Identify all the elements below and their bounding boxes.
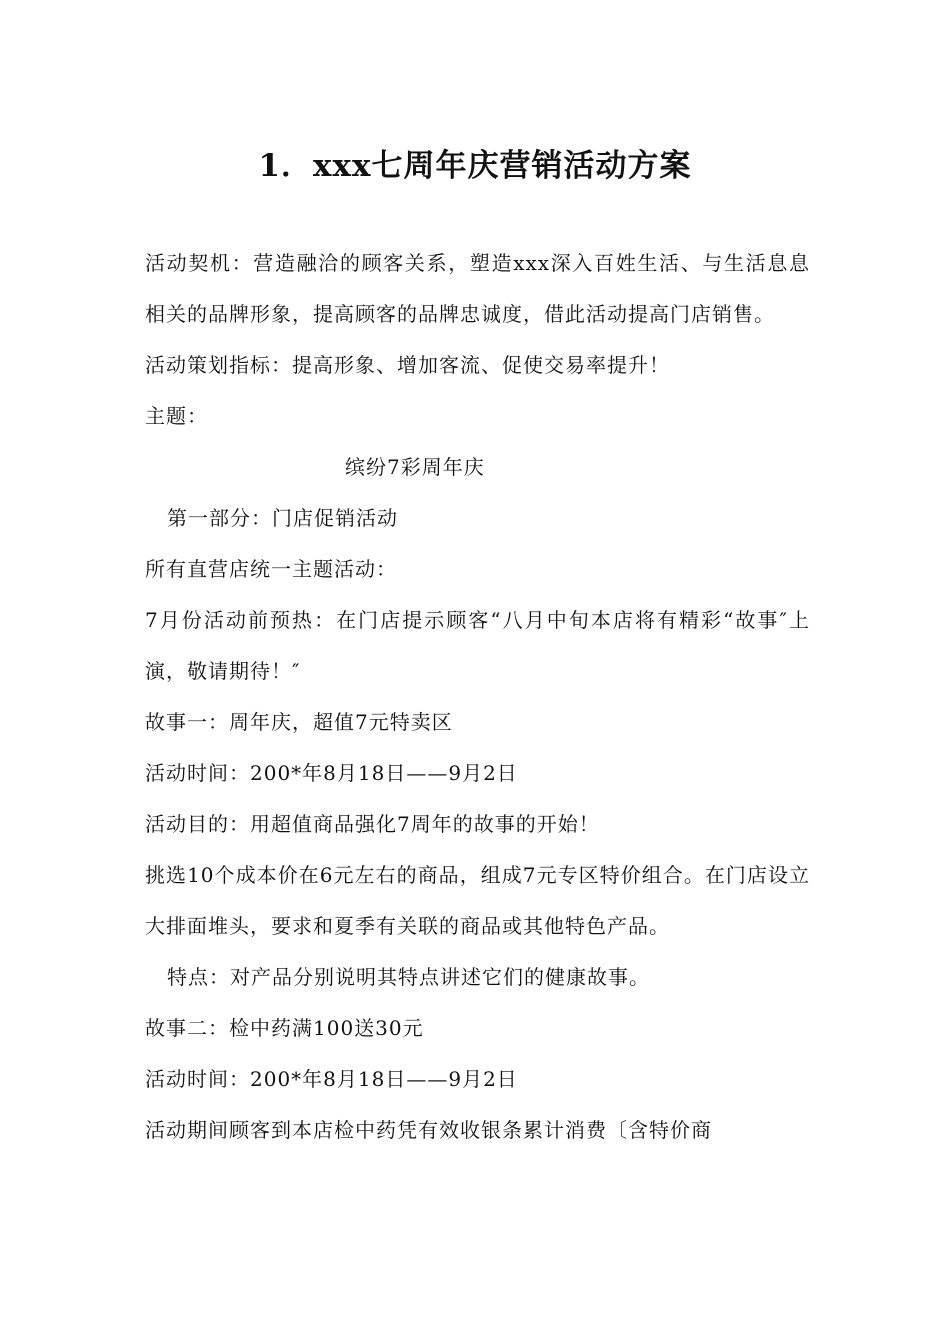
paragraph-story-one-details: 挑选10个成本价在6元左右的商品，组成7元专区特价组合。在门店设立大排面堆头，要求和夏季有关联的商品或其他特色产品。: [145, 863, 810, 938]
paragraph-story-two-details: 活动期间顾客到本店检中药凭有效收银条累计消费〔含特价商: [145, 1118, 712, 1142]
paragraph-features: 特点：对产品分别说明其特点讲述它们的健康故事。: [167, 965, 650, 989]
paragraph-story-two: 故事二：检中药满100送30元: [145, 1016, 424, 1040]
paragraph-story-one-time: 活动时间：200*年8月18日——9月2日: [145, 761, 518, 785]
paragraph-occasion: 活动契机：营造融洽的顾客关系，塑造xxx深入百姓生活、与生活息息相关的品牌形象，提高顾客的品牌忠诚度，借此活动提高门店销售。: [145, 251, 810, 326]
paragraph-theme: 缤纷7彩周年庆: [345, 455, 485, 479]
paragraph-story-one-purpose: 活动目的：用超值商品强化7周年的故事的开始！: [145, 812, 600, 836]
paragraph-story-two-time: 活动时间：200*年8月18日——9月2日: [145, 1067, 518, 1091]
paragraph-july-warmup: 7月份活动前预热：在门店提示顾客“八月中旬本店将有精彩“故事″上演，敬请期待！″: [145, 608, 810, 683]
document-title: 1．xxx七周年庆营销活动方案: [258, 148, 692, 184]
paragraph-goals: 活动策划指标：提高形象、增加客流、促使交易率提升！: [145, 353, 670, 377]
paragraph-part-one: 第一部分：门店促销活动: [167, 506, 398, 530]
document-body: [145, 238, 810, 1156]
paragraph-story-one: 故事一：周年庆，超值7元特卖区: [145, 710, 453, 734]
paragraph-theme-label: 主题：: [145, 404, 208, 428]
paragraph-all-stores: 所有直营店统一主题活动：: [145, 557, 397, 581]
